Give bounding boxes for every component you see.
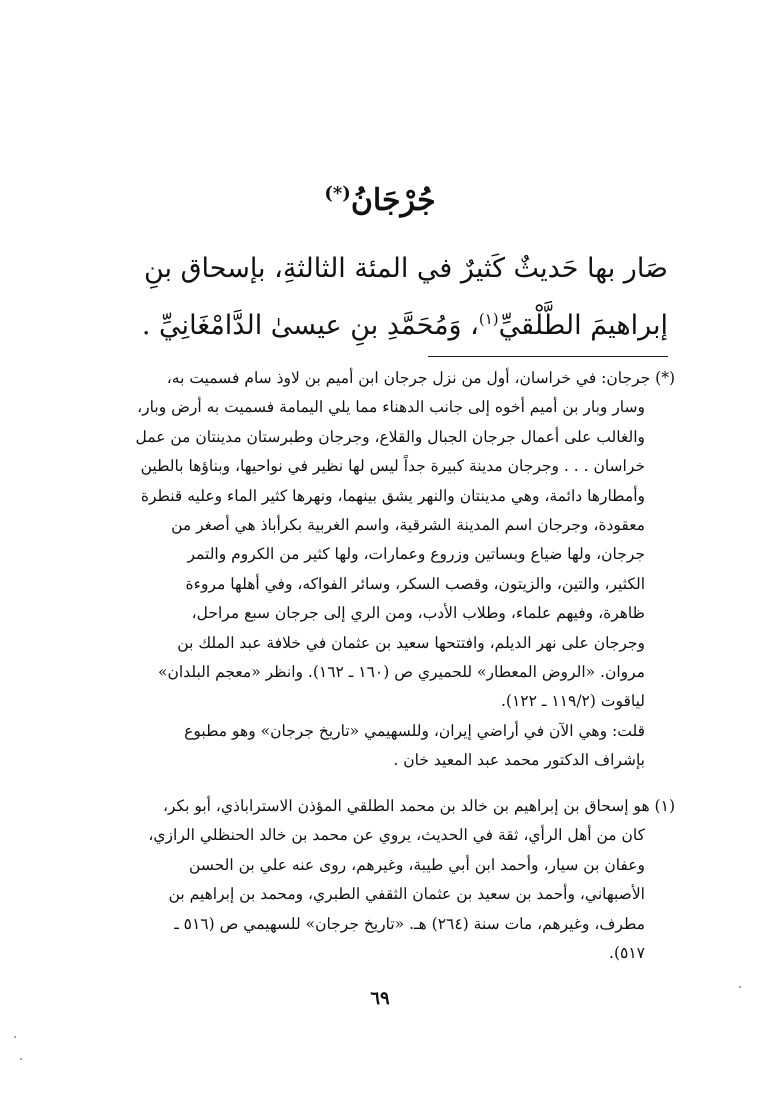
footnote-line: ظاهرة، وفيهم علماء، وطلاب الأدب، ومن الري إلى جرجان سبع مراحل، (191, 604, 645, 623)
footnote-line: خراسان . . . وجرجان مدينة كبيرة جداً ليس لها نظير في نواحيها، وبناؤها بالطين (140, 457, 645, 476)
footnote-line: وسار وبار بن أميم أخوه إلى جانب الدهناء مما يلي اليمامة فسميت به أرض وبار، (137, 398, 645, 417)
footnote-line: مطرف، وغيرهم، مات سنة (٢٦٤) هـ. «تاريخ جرجان» للسهيمي ص (٥١٦ ـ (174, 914, 645, 933)
footnote-divider (428, 356, 668, 357)
footnote-reference-1: (١) (478, 310, 499, 328)
footnote-line: الأصبهاني، وأحمد بن سعيد بن عثمان الثقفي الطبري، ومحمد بن إبراهيم بن (168, 885, 645, 904)
footnote-line: وأمطارها دائمة، وهي مدينتان والنهر يشق بينهما، ونهرها كثير الماء وعليه قنطرة (140, 486, 645, 505)
footnote-line: والغالب على أعمال جرجان الجبال والقلاع، وجرجان وطبرستان مدينتان من عمل (135, 427, 645, 446)
scan-speck (14, 1036, 16, 1038)
page-title (0, 172, 760, 223)
footnote-star (100, 364, 675, 776)
footnote-line: جرجان، ولها ضياع وبساتين وزروع وعمارات، ولها كثير من الكروم والتمر (187, 545, 645, 564)
title-footnote-mark: (*) (324, 183, 351, 204)
footnote-line: وعفان بن سيار، وأحمد ابن أبي طيبة، وغيرهم، روى عنه علي بن الحسن (189, 855, 645, 874)
scan-speck (739, 986, 741, 988)
footnote-line: قلت: وهي الآن في أراضي إيران، وللسهيمي «تاريخ جرجان» وهو مطبوع (184, 721, 645, 740)
footnote-line: معقودة، وجرجان اسم المدينة الشرقية، واسم الغربية بكرأباذ هي أصغر من (171, 516, 645, 535)
footnote-line: كان من أهل الرأي، ثقة في الحديث، يروي عن محمد بن خالد الحنظلي الرازي، (148, 826, 645, 845)
main-line-2 (118, 294, 668, 351)
footnote-line: لياقوت (١١٩/٢ ـ ١٢٢). (500, 692, 645, 711)
main-paragraph (118, 244, 668, 351)
footnote-line: ٥١٧). (609, 944, 645, 963)
footnote-line: (*) جرجان: في خراسان، أول من نزل جرجان ابن أميم بن لاوذ سام فسميت به، (166, 369, 675, 387)
main-line-2-end: ، وَمُحَمَّدِ بنِ عيسىٰ الدَّامْغَانِيِّ . (141, 310, 479, 341)
footnote-line: بإشراف الدكتور محمد عبد المعيد خان . (393, 751, 645, 770)
title-text: جُرْجَانُ (350, 183, 436, 218)
footnote-line: مروان. «الروض المعطار» للحميري ص (١٦٠ ـ ١٦٢). وانظر «معجم البلدان» (158, 663, 645, 682)
footnote-line: وجرجان على نهر الديلم، وافتتحها سعيد بن عثمان في خلافة عبد الملك بن (177, 633, 645, 652)
main-line-1: صَار بها حَديثٌ كَثيرٌ في المئة الثالثةِ، بإسحاق بنِ (143, 253, 668, 284)
page-number: ٦٩ (370, 988, 390, 1009)
footnote-one (100, 792, 675, 968)
main-line-2-start: إبراهيمَ الطَّلْقيِّ (498, 310, 668, 341)
scan-speck (20, 1058, 22, 1060)
footnote-line: (١) هو إسحاق بن إبراهيم بن خالد بن محمد الطلقي المؤذن الاستراباذي، أبو بكر، (163, 797, 675, 815)
footnote-line: الكثير، والتين، والزيتون، وقصب السكر، وسائر الفواكه، وفي أهلها مروءة (185, 574, 645, 593)
